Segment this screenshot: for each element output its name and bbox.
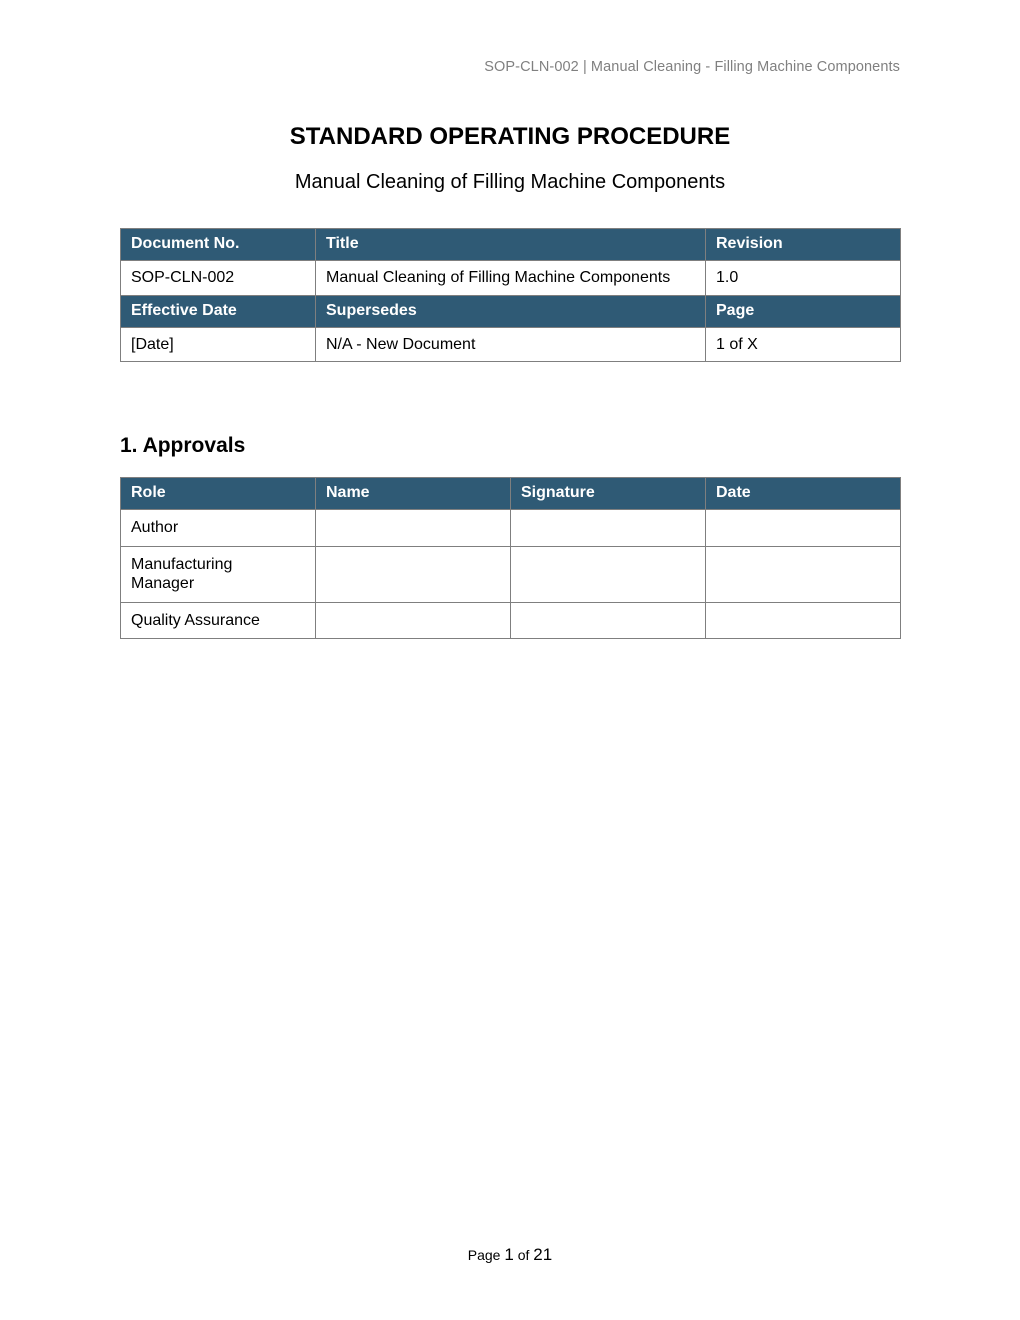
doc-info-header-supersedes: Supersedes bbox=[316, 295, 706, 327]
doc-info-page: 1 of X bbox=[706, 327, 901, 362]
approvals-date-cell-empty bbox=[706, 510, 901, 547]
footer-of-label: of bbox=[517, 1247, 530, 1263]
doc-info-header-page: Page bbox=[706, 295, 901, 327]
approvals-header-date: Date bbox=[706, 478, 901, 510]
doc-info-header-row-2 bbox=[121, 295, 901, 327]
doc-info-effective-date: [Date] bbox=[121, 327, 316, 362]
document-title: STANDARD OPERATING PROCEDURE bbox=[289, 123, 731, 150]
approvals-signature-cell-empty bbox=[511, 602, 706, 639]
approvals-header-row bbox=[121, 478, 901, 510]
doc-info-title: Manual Cleaning of Filling Machine Components bbox=[316, 261, 706, 296]
approvals-row-manufacturing-manager bbox=[121, 546, 901, 602]
approvals-role-cell bbox=[121, 546, 316, 602]
approvals-role-label: Quality Assurance bbox=[131, 611, 260, 629]
approvals-table bbox=[120, 477, 901, 639]
approvals-role-label: Author bbox=[131, 519, 179, 537]
approvals-name-cell-empty bbox=[316, 510, 511, 547]
running-header: SOP-CLN-002 | Manual Cleaning - Filling Machine Components bbox=[484, 59, 900, 75]
approvals-signature-cell-empty bbox=[511, 546, 706, 602]
doc-info-data-row-1 bbox=[121, 261, 901, 296]
approvals-name-cell-empty bbox=[316, 546, 511, 602]
approvals-signature-cell-empty bbox=[511, 510, 706, 547]
approvals-row-quality-assurance bbox=[121, 602, 901, 639]
doc-info-header-row-1 bbox=[121, 229, 901, 261]
approvals-date-cell-empty bbox=[706, 602, 901, 639]
doc-info-header-revision: Revision bbox=[706, 229, 901, 261]
approvals-heading: 1. Approvals bbox=[120, 434, 246, 458]
approvals-date-cell-empty bbox=[706, 546, 901, 602]
doc-info-revision: 1.0 bbox=[706, 261, 901, 296]
page-footer bbox=[0, 1245, 1020, 1265]
approvals-row-author bbox=[121, 510, 901, 547]
footer-page-label: Page bbox=[467, 1247, 501, 1263]
approvals-role-cell bbox=[121, 602, 316, 639]
doc-info-data-row-2 bbox=[121, 327, 901, 362]
approvals-header-signature: Signature bbox=[511, 478, 706, 510]
approvals-header-role: Role bbox=[121, 478, 316, 510]
footer-page-number: 1 bbox=[504, 1245, 514, 1264]
footer-page-total: 21 bbox=[533, 1245, 553, 1264]
document-subtitle: Manual Cleaning of Filling Machine Components bbox=[294, 171, 726, 194]
doc-info-header-effective-date: Effective Date bbox=[121, 295, 316, 327]
doc-info-header-title: Title bbox=[316, 229, 706, 261]
doc-info-header-document-no: Document No. bbox=[121, 229, 316, 261]
approvals-role-cell bbox=[121, 510, 316, 547]
doc-info-supersedes: N/A - New Document bbox=[316, 327, 706, 362]
document-info-table bbox=[120, 228, 901, 362]
page-content bbox=[0, 0, 1020, 639]
approvals-role-label: Manufacturing Manager bbox=[131, 555, 233, 593]
approvals-header-name: Name bbox=[316, 478, 511, 510]
approvals-name-cell-empty bbox=[316, 602, 511, 639]
doc-info-document-no: SOP-CLN-002 bbox=[121, 261, 316, 296]
